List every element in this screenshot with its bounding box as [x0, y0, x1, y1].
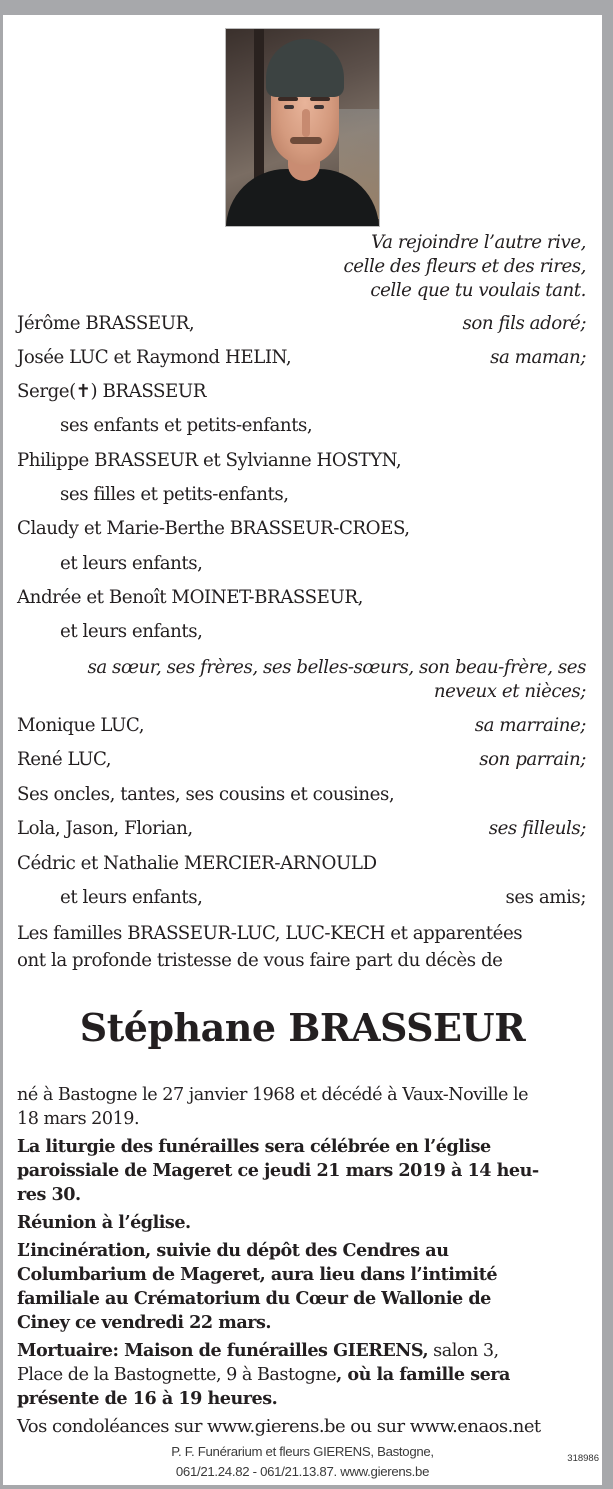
- cremation-info: [17, 1239, 586, 1335]
- family-name: Josée LUC et Raymond HELIN,: [17, 347, 292, 368]
- family-row: [17, 853, 586, 877]
- family-row: [17, 715, 586, 739]
- deceased-name: Stéphane BRASSEUR: [79, 1005, 526, 1050]
- reference-number: 318986: [567, 1453, 599, 1464]
- family-row: [17, 749, 586, 773]
- family-role: son fils adoré;: [462, 313, 586, 334]
- mortuary-info: [17, 1339, 586, 1411]
- family-row: [17, 450, 586, 474]
- family-role: sa marraine;: [474, 715, 586, 736]
- family-row: [17, 518, 586, 542]
- mortuary-room: salon 3,: [428, 1341, 499, 1361]
- poem-line: celle que tu voulais tant.: [370, 280, 586, 301]
- family-name: Ses oncles, tantes, ses cousins et cousines,: [17, 784, 395, 805]
- family-row: [17, 784, 586, 808]
- family-name: Philippe BRASSEUR et Sylvianne HOSTYN,: [17, 450, 402, 471]
- poem-line: celle des fleurs et des rires,: [343, 256, 586, 277]
- birth-death-line: né à Bastogne le 27 janvier 1968 et décédé à Vaux-Noville le: [17, 1085, 529, 1105]
- announcement-line: Les familles BRASSEUR-LUC, LUC-KECH et apparentées: [17, 923, 523, 944]
- liturgy-line: res 30.: [17, 1184, 81, 1205]
- family-row: [17, 484, 586, 508]
- family-role: ses filleuls;: [488, 818, 586, 839]
- mortuary-name: Mortuaire: Maison de funérailles GIERENS,: [17, 1340, 429, 1361]
- liturgy-line: paroissiale de Mageret ce jeudi 21 mars 2019 à 14 heu-: [17, 1160, 539, 1181]
- family-name: et leurs enfants,: [60, 553, 203, 574]
- family-name: ses filles et petits-enfants,: [60, 484, 289, 505]
- family-name: Cédric et Nathalie MERCIER-ARNOULD: [17, 853, 377, 874]
- siblings-role: neveux et nièces;: [433, 681, 586, 702]
- cremation-line: L’incinération, suivie du dépôt des Cendres au: [17, 1240, 449, 1261]
- family-row: [17, 818, 586, 842]
- liturgy-line: La liturgie des funérailles sera célébrée en l’église: [17, 1136, 491, 1157]
- family-row: [17, 381, 586, 405]
- family-name: René LUC,: [17, 749, 112, 770]
- meeting-info: Réunion à l’église.: [17, 1212, 191, 1233]
- family-name: et leurs enfants,: [60, 887, 203, 908]
- portrait-photo: [225, 28, 380, 227]
- liturgy-info: [17, 1135, 586, 1207]
- family-name: Andrée et Benoît MOINET-BRASSEUR,: [17, 587, 363, 608]
- birth-death: [17, 1083, 586, 1131]
- family-name: Serge(✝) BRASSEUR: [17, 381, 206, 402]
- cremation-line: Ciney ce vendredi 22 mars.: [17, 1312, 272, 1333]
- mortuary-hours: présente de 16 à 19 heures.: [17, 1388, 278, 1409]
- family-row: [17, 587, 586, 611]
- family-row: [17, 415, 586, 439]
- family-name: Jérôme BRASSEUR,: [17, 313, 195, 334]
- family-name: Monique LUC,: [17, 715, 145, 736]
- family-name: ses enfants et petits-enfants,: [60, 415, 313, 436]
- poem-line: Va rejoindre l’autre rive,: [371, 232, 586, 253]
- condolences-line: Vos condoléances sur www.gierens.be ou sur www.enaos.net: [17, 1416, 541, 1437]
- mortuary-address: Place de la Bastognette, 9 à Bastogne: [17, 1365, 337, 1385]
- family-role: ses amis;: [505, 887, 586, 908]
- family-role: son parrain;: [479, 749, 586, 770]
- family-name: et leurs enfants,: [60, 621, 203, 642]
- family-name: Claudy et Marie-Berthe BRASSEUR-CROES,: [17, 518, 410, 539]
- mortuary-note: , où la famille sera: [336, 1364, 510, 1385]
- footer-contact: 061/21.24.82 - 061/21.13.87. www.gierens.be: [175, 1464, 430, 1479]
- footer-funeral-home: P. F. Funérarium et fleurs GIERENS, Bastogne,: [171, 1444, 434, 1459]
- birth-death-line: 18 mars 2019.: [17, 1109, 140, 1129]
- family-row: [17, 621, 586, 645]
- family-role: sa maman;: [490, 347, 586, 368]
- cremation-line: Columbarium de Mageret, aura lieu dans l’intimité: [17, 1264, 498, 1285]
- family-row: [17, 553, 586, 577]
- family-row: [17, 313, 586, 337]
- obituary-page: [3, 15, 602, 1485]
- family-row: [17, 887, 586, 911]
- announcement-line: ont la profonde tristesse de vous faire part du décès de: [17, 950, 503, 971]
- family-row: [17, 347, 586, 371]
- family-name: Lola, Jason, Florian,: [17, 818, 193, 839]
- siblings-role: sa sœur, ses frères, ses belles-sœurs, son beau-frère, ses: [87, 657, 586, 678]
- cremation-line: familiale au Crématorium du Cœur de Wallonie de: [17, 1288, 491, 1309]
